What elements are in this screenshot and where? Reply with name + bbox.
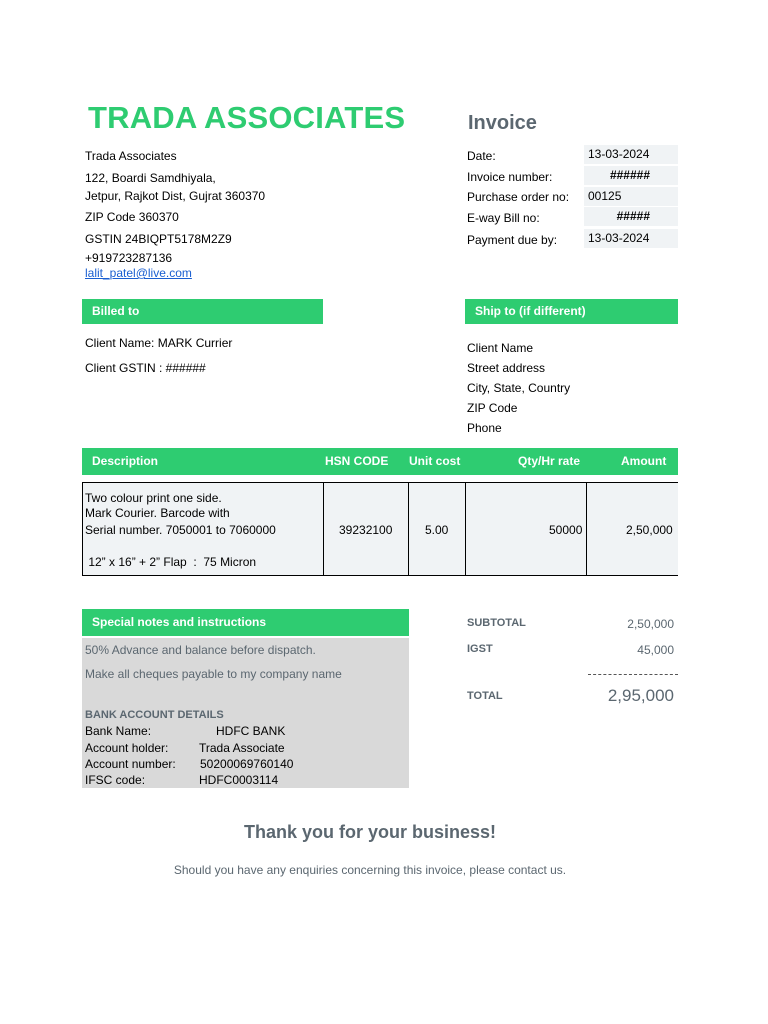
enquiry-message: Should you have any enquiries concerning this invoice, please contact us. <box>173 863 567 877</box>
ship-street-address: Street address <box>467 361 546 375</box>
payment-due-label: Payment due by: <box>467 233 558 247</box>
purchase-order-label: Purchase order no: <box>467 190 570 204</box>
bank-details-heading: BANK ACCOUNT DETAILS <box>85 709 224 721</box>
note-line-1: 50% Advance and balance before dispatch. <box>85 643 316 657</box>
account-number-label: Account number: <box>85 757 176 771</box>
col-unit-cost: Unit cost <box>409 454 461 468</box>
col-hsn-code: HSN CODE <box>325 454 389 468</box>
total-value: 2,95,000 <box>607 686 674 705</box>
company-address-line-3: Jetpur, Rajkot Dist, Gujrat 360370 <box>85 189 266 203</box>
thank-you-message: Thank you for your business! <box>243 822 497 842</box>
company-address-line-2: 122, Boardi Samdhiyala, <box>85 171 216 185</box>
account-number-value: 50200069760140 <box>200 757 294 771</box>
items-table-header <box>82 448 678 475</box>
notes-box <box>82 638 409 788</box>
igst-label: IGST <box>467 643 493 655</box>
bank-name-value: HDFC BANK <box>216 724 286 738</box>
ifsc-value: HDFC0003114 <box>199 773 279 787</box>
ship-client-name: Client Name <box>467 341 534 355</box>
item-unit-cost: 5.00 <box>425 523 449 537</box>
eway-bill-label: E-way Bill no: <box>467 211 540 225</box>
item-description-line-2: Mark Courier. Barcode with <box>85 506 230 520</box>
account-holder-label: Account holder: <box>85 741 169 755</box>
invoice-number-value: ###### <box>584 166 678 185</box>
col-amount: Amount <box>621 454 667 468</box>
account-holder-value: Trada Associate <box>199 741 285 755</box>
item-description-line-4: 12” x 16” + 2” Flap : 75 Micron <box>85 555 257 569</box>
note-line-2: Make all cheques payable to my company name <box>85 667 342 681</box>
client-name: Client Name: MARK Currier <box>85 336 233 350</box>
company-gstin: GSTIN 24BIQPT5178M2Z9 <box>85 232 232 246</box>
bank-name-label: Bank Name: <box>85 724 152 738</box>
col-description: Description <box>92 454 159 468</box>
item-qty: 50000 <box>549 523 583 537</box>
company-phone: +919723287136 <box>85 251 173 265</box>
igst-value: 45,000 <box>637 643 674 657</box>
company-email-link[interactable]: lalit_patel@live.com <box>85 266 192 280</box>
ifsc-label: IFSC code: <box>85 773 146 787</box>
table-row <box>82 482 678 576</box>
notes-heading: Special notes and instructions <box>82 609 409 636</box>
ship-to-heading: Ship to (if different) <box>465 299 678 324</box>
date-label: Date: <box>467 149 496 163</box>
invoice-number-label: Invoice number: <box>467 170 553 184</box>
ship-phone: Phone <box>467 421 502 435</box>
subtotal-value: 2,50,000 <box>627 617 674 631</box>
ship-zip: ZIP Code <box>467 401 518 415</box>
item-description-line-1: Two colour print one side. <box>85 491 222 505</box>
item-hsn: 39232100 <box>339 523 393 537</box>
client-gstin: Client GSTIN : ###### <box>85 361 206 375</box>
subtotal-label: SUBTOTAL <box>467 617 526 629</box>
item-amount: 2,50,000 <box>626 523 673 537</box>
company-address-line-1: Trada Associates <box>85 149 177 163</box>
item-description-line-3: Serial number. 7050001 to 7060000 <box>85 523 276 537</box>
total-label: TOTAL <box>467 690 503 702</box>
billed-to-heading: Billed to <box>82 299 323 324</box>
eway-bill-value: ##### <box>584 207 678 226</box>
total-divider <box>588 674 678 675</box>
invoice-title: Invoice <box>468 112 537 134</box>
payment-due-value: 13-03-2024 <box>584 229 678 248</box>
company-name: TRADA ASSOCIATES <box>88 100 406 135</box>
date-value: 13-03-2024 <box>584 145 678 164</box>
col-qty: Qty/Hr rate <box>518 454 581 468</box>
company-zip: ZIP Code 360370 <box>85 210 179 224</box>
purchase-order-value: 00125 <box>584 187 678 206</box>
ship-city-state: City, State, Country <box>467 381 571 395</box>
